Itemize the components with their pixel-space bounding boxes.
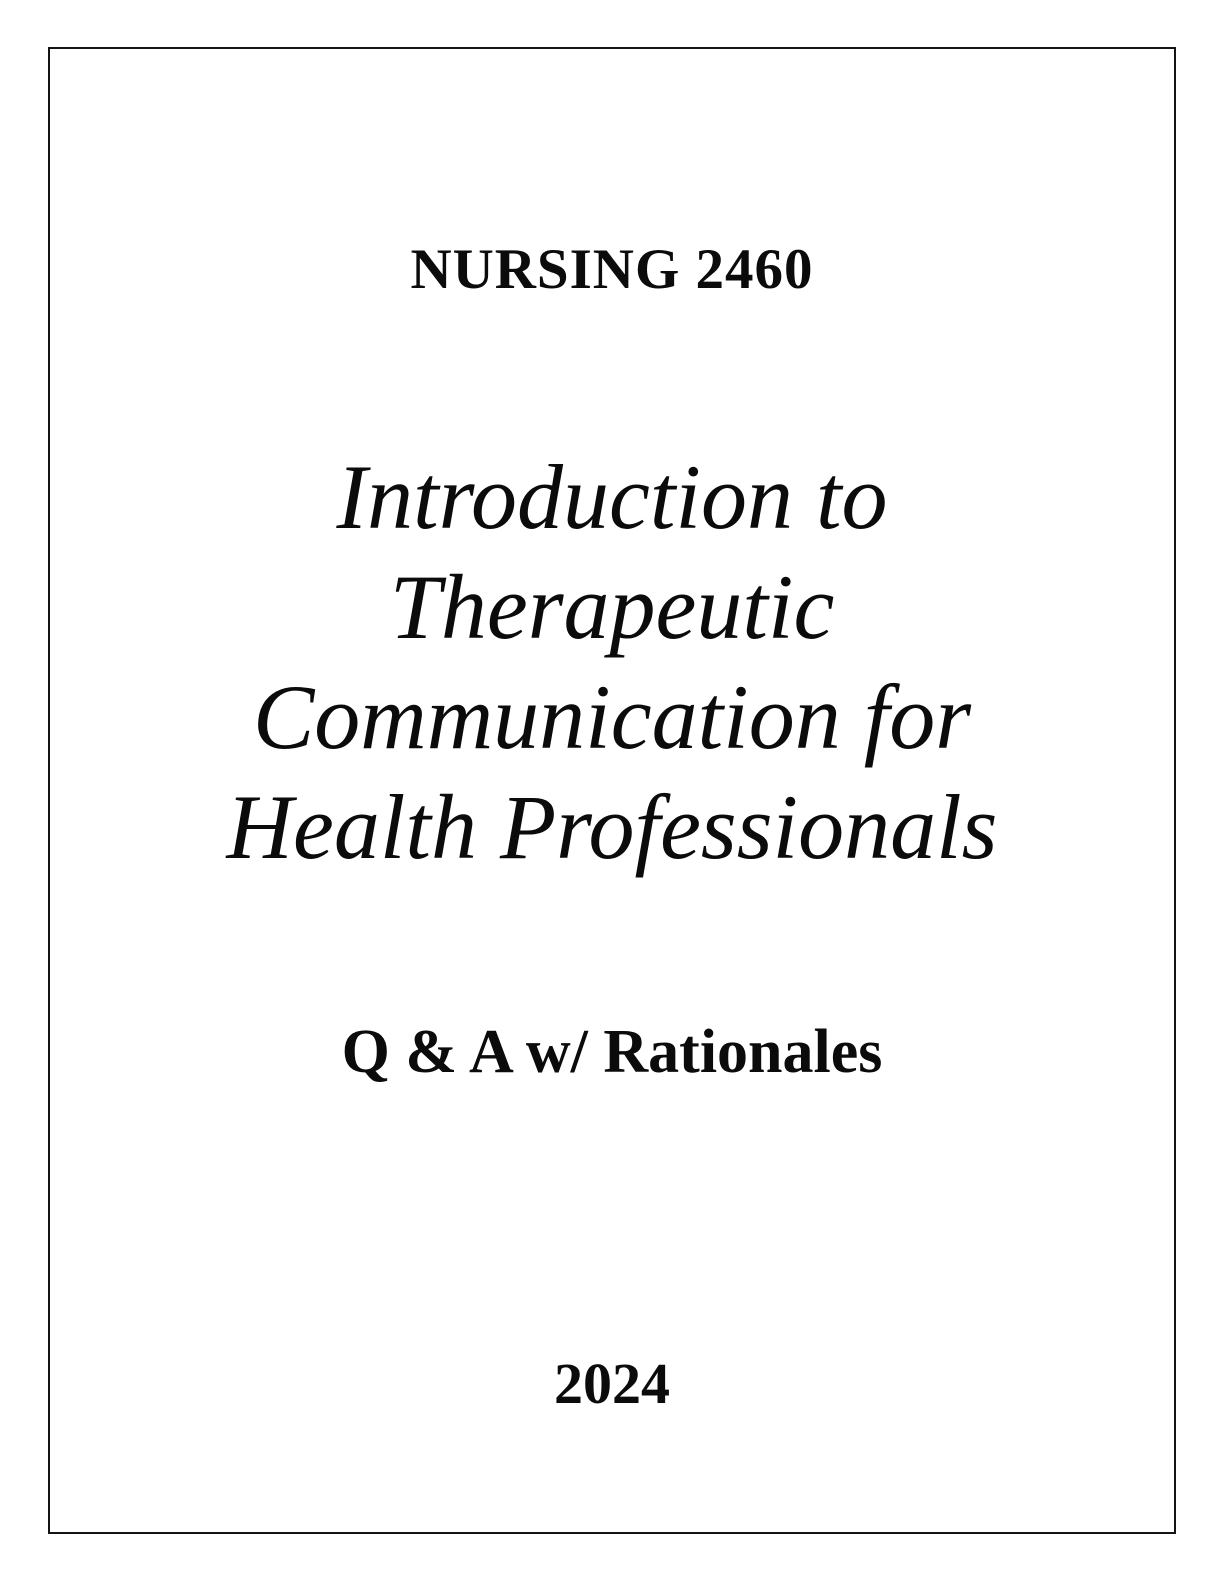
title-line-4: Health Professionals xyxy=(226,776,998,878)
course-code: NURSING 2460 xyxy=(410,238,814,301)
title-line-1: Introduction to xyxy=(336,446,888,548)
document-title xyxy=(50,442,1174,882)
subtitle: Q & A w/ Rationales xyxy=(341,1018,883,1086)
title-line-3: Communication for xyxy=(252,666,972,768)
title-line-2: Therapeutic xyxy=(389,556,835,658)
year-label: 2024 xyxy=(554,1351,670,1416)
